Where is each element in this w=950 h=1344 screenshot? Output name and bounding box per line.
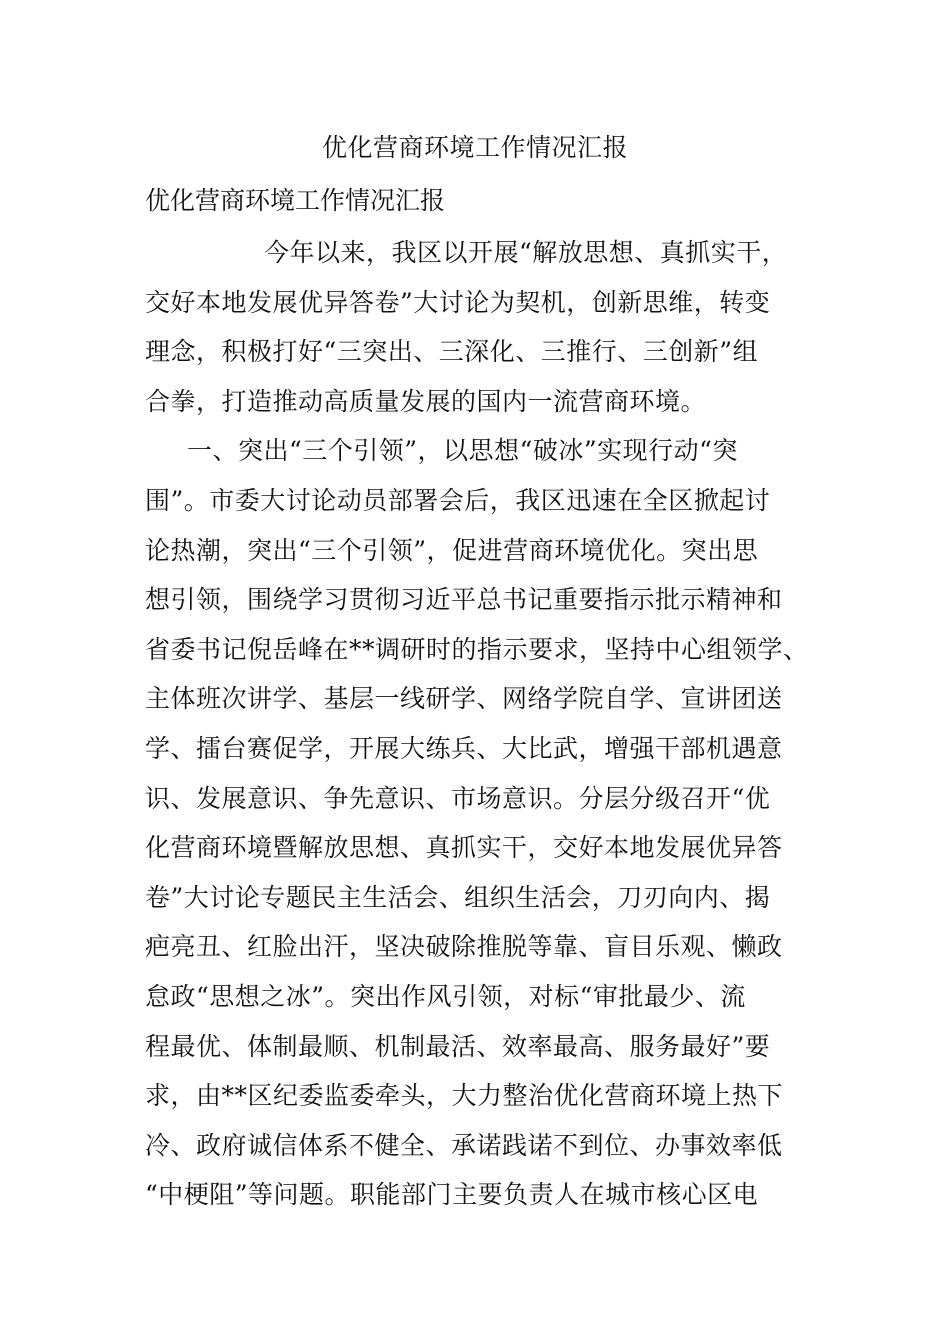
paragraph-line: 求，由**区纪委监委牵头，大力整治优化营商环境上热下 [145, 1081, 784, 1111]
paragraph-line: “中梗阻”等问题。职能部门主要负责人在城市核心区电 [145, 1180, 759, 1210]
paragraph-line: 交好本地发展优异答卷”大讨论为契机，创新思维，转变 [145, 287, 771, 317]
paragraph-line: 省委书记倪岳峰在**调研时的指示要求，坚持中心组领学、 [145, 634, 809, 664]
paragraph-line: 理念，积极打好“三突出、三深化、三推行、三创新”组 [145, 337, 759, 367]
document-subtitle: 优化营商环境工作情况汇报 [145, 186, 446, 215]
paragraph-line: 论热潮，突出“三个引领”，促进营商环境优化。突出思 [145, 535, 759, 565]
paragraph-line: 合拳，打造推动高质量发展的国内一流营商环境。 [145, 386, 707, 416]
paragraph-line: 冷、政府诚信体系不健全、承诺践诺不到位、办事效率低 [145, 1130, 783, 1160]
document-body [145, 228, 809, 1220]
paragraph-line: 想引领，围绕学习贯彻习近平总书记重要指示批示精神和 [145, 585, 783, 615]
paragraph-line: 主体班次讲学、基层一线研学、网络学院自学、宣讲团送 [145, 684, 783, 714]
paragraph-line: 今年以来，我区以开展“解放思想、真抓实干， [264, 238, 788, 267]
paragraph-line: 怠政“思想之冰”。突出作风引领，对标“审批最少、流 [145, 981, 746, 1011]
paragraph-line: 围”。市委大讨论动员部署会后，我区迅速在全区掀起讨 [145, 485, 771, 515]
paragraph-line: 一、突出“三个引领”，以思想“破冰”实现行动“突 [187, 436, 738, 466]
paragraph-line: 程最优、体制最顺、机制最活、效率最高、服务最好”要 [145, 1031, 771, 1061]
paragraph-line: 识、发展意识、争先意识、市场意识。分层分级召开“优 [145, 783, 771, 813]
paragraph-section-one [145, 426, 809, 1220]
paragraph-line: 化营商环境暨解放思想、真抓实干，交好本地发展优异答 [145, 833, 783, 863]
paragraph-line: 学、擂台赛促学，开展大练兵、大比武，增强干部机遇意 [145, 733, 783, 763]
paragraph-line: 卷”大讨论专题民主生活会、组织生活会，刀刃向内、揭 [145, 882, 771, 912]
paragraph-intro [145, 228, 805, 426]
document-title: 优化营商环境工作情况汇报 [321, 133, 628, 162]
paragraph-line: 疤亮丑、红脸出汗，坚决破除推脱等靠、盲目乐观、懒政 [145, 932, 783, 962]
